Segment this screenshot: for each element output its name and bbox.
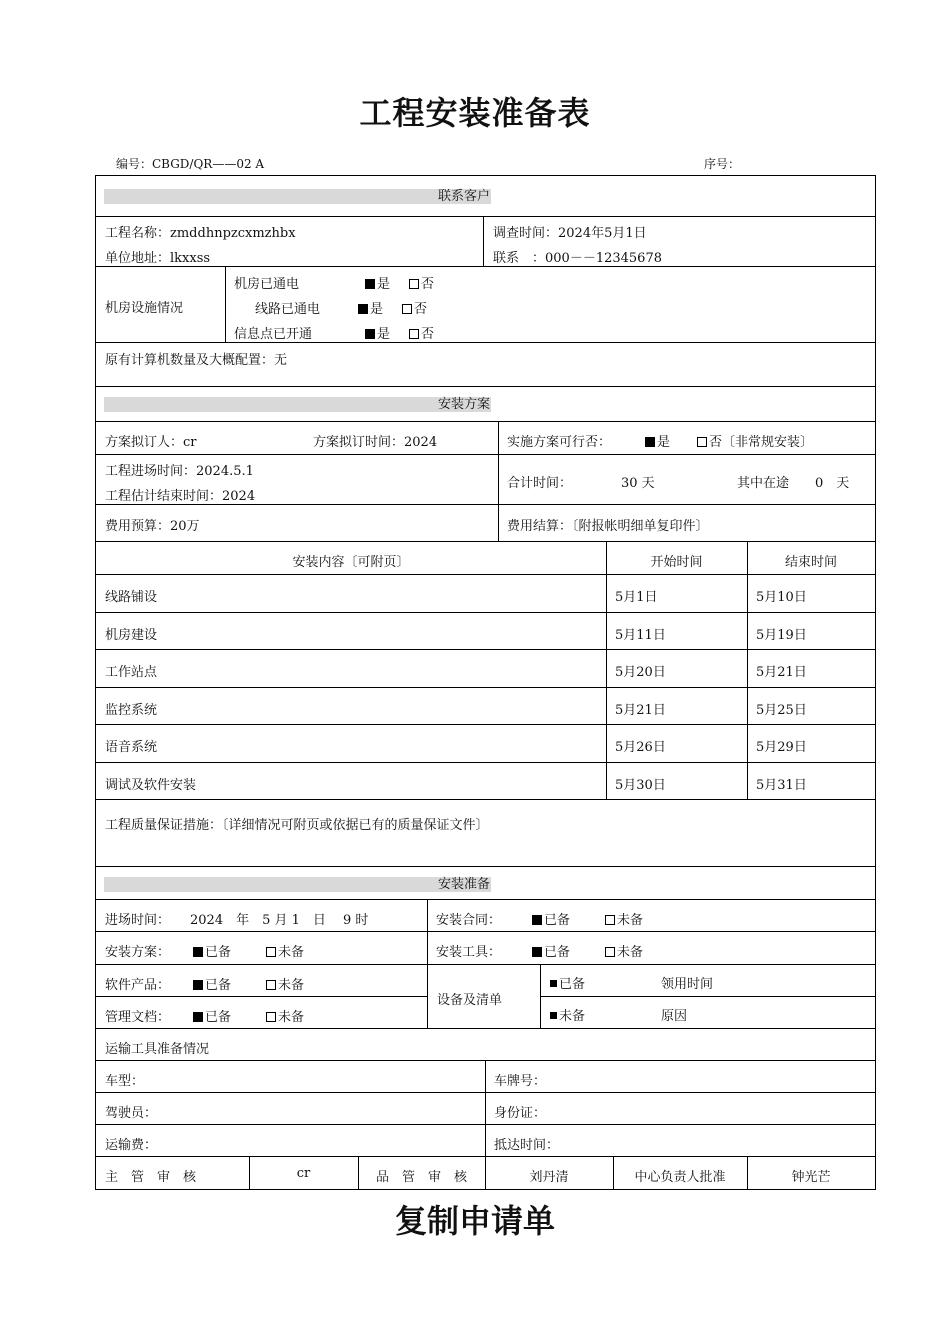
table-row bbox=[96, 613, 875, 651]
budget-row bbox=[96, 505, 875, 542]
line-power-no[interactable]: 否 bbox=[402, 298, 427, 317]
prep-entry-row bbox=[96, 900, 875, 932]
unit-address: 单位地址：lkxxss bbox=[105, 251, 211, 266]
schedule-start: 5月30日 bbox=[615, 777, 666, 793]
vehicle-row bbox=[96, 1061, 875, 1093]
fee-row bbox=[96, 1125, 875, 1157]
contact-phone: 联系 ：000－－12345678 bbox=[493, 251, 662, 266]
transport-fee: 运输费： bbox=[105, 1138, 158, 1153]
table-row bbox=[96, 575, 875, 613]
transit-value: 0 天 bbox=[815, 476, 850, 491]
checkbox-checked[interactable] bbox=[365, 329, 375, 339]
form-table bbox=[95, 175, 876, 1190]
header-end: 结束时间 bbox=[784, 555, 837, 570]
driver-row bbox=[96, 1093, 875, 1125]
pickup-time-label: 领用时间 bbox=[661, 977, 714, 992]
table-row bbox=[96, 763, 875, 801]
schedule-start: 5月20日 bbox=[615, 665, 666, 680]
table-row bbox=[96, 688, 875, 726]
checkbox-checked[interactable] bbox=[365, 279, 375, 289]
feasible-no[interactable]: 否〔非常规安装〕 bbox=[697, 431, 813, 450]
id-card: 身份证： bbox=[494, 1106, 547, 1121]
serial-number: 序号： bbox=[704, 157, 741, 171]
checkbox-unchecked[interactable] bbox=[266, 980, 276, 990]
schedule-start: 5月26日 bbox=[615, 740, 666, 755]
section-plan bbox=[96, 387, 875, 422]
plan-draft-time: 方案拟订时间：2024 bbox=[313, 435, 438, 450]
schedule-start: 5月1日 bbox=[615, 590, 658, 605]
line-power-yes[interactable]: 是 bbox=[358, 298, 383, 317]
tools-not-ready[interactable]: 未备 bbox=[605, 941, 643, 960]
line-power-label: 线路已通电 bbox=[255, 302, 321, 317]
schedule-item: 工作站点 bbox=[105, 665, 158, 680]
driver: 驾驶员： bbox=[105, 1106, 158, 1121]
docs-ready[interactable]: 已备 bbox=[193, 1006, 231, 1025]
table-row bbox=[96, 650, 875, 688]
contract-ready[interactable]: 已备 bbox=[532, 909, 570, 928]
checkbox-checked[interactable] bbox=[193, 1012, 203, 1022]
section-header-bar bbox=[104, 877, 491, 892]
software-label: 软件产品： bbox=[105, 978, 171, 993]
section-plan-title: 安装方案 bbox=[437, 397, 490, 412]
info-point-no[interactable]: 否 bbox=[409, 323, 434, 342]
schedule-item: 机房建设 bbox=[105, 627, 158, 643]
section-prep-title: 安装准备 bbox=[437, 877, 490, 892]
schedule-end: 5月29日 bbox=[756, 740, 807, 755]
next-form-title: 复制申请单 bbox=[394, 1202, 555, 1240]
feasible-yes[interactable]: 是 bbox=[645, 431, 670, 450]
checkbox-unchecked[interactable] bbox=[266, 1012, 276, 1022]
section-header-bar bbox=[104, 189, 491, 204]
project-name: 工程名称：zmddhnpzcxmzhbx bbox=[105, 226, 296, 241]
center-approval-name: 钟光芒 bbox=[791, 1170, 831, 1185]
filled-square-icon bbox=[550, 1012, 557, 1019]
equipment-not-ready[interactable]: 未备 bbox=[550, 1005, 585, 1024]
schedule-item: 语音系统 bbox=[105, 740, 158, 755]
vehicle-type: 车型： bbox=[105, 1074, 145, 1089]
estimated-end-time: 工程估计结束时间：2024 bbox=[105, 489, 256, 504]
checkbox-unchecked[interactable] bbox=[697, 437, 707, 447]
transit-label: 其中在途 bbox=[737, 476, 790, 491]
facility-row bbox=[96, 267, 875, 343]
equipment-ready[interactable]: 已备 bbox=[550, 973, 585, 992]
quality-row bbox=[96, 800, 875, 867]
checkbox-checked[interactable] bbox=[532, 947, 542, 957]
schedule-end: 5月31日 bbox=[756, 777, 807, 793]
customer-info-row bbox=[96, 217, 875, 267]
checkbox-checked[interactable] bbox=[532, 915, 542, 925]
schedule-header-row bbox=[96, 542, 875, 575]
docs-label: 管理文档： bbox=[105, 1010, 171, 1025]
software-ready[interactable]: 已备 bbox=[193, 974, 231, 993]
center-approval-label: 中心负责人批准 bbox=[634, 1170, 726, 1185]
tools-label: 安装工具： bbox=[436, 945, 502, 960]
checkbox-unchecked[interactable] bbox=[409, 279, 419, 289]
equipment-label: 设备及清单 bbox=[437, 993, 503, 1008]
schedule-end: 5月19日 bbox=[756, 627, 807, 643]
signoff-row bbox=[96, 1157, 875, 1189]
total-time-label: 合计时间： bbox=[507, 476, 573, 491]
supervisor-name: cr bbox=[296, 1166, 311, 1181]
facility-label: 机房设施情况 bbox=[105, 301, 184, 316]
prep-scheme-row bbox=[96, 932, 875, 965]
section-prep bbox=[96, 867, 875, 900]
table-row bbox=[96, 725, 875, 763]
plan-author: 方案拟订人：cr bbox=[105, 435, 197, 450]
checkbox-unchecked[interactable] bbox=[266, 947, 276, 957]
prep-equipment-block bbox=[96, 965, 875, 1029]
power-yes[interactable]: 是 bbox=[365, 273, 390, 292]
existing-computers: 原有计算机数量及大概配置：无 bbox=[105, 353, 288, 368]
supervisor-label: 主 管 审 核 bbox=[105, 1170, 197, 1185]
settlement: 费用结算：〔附报帐明细单复印件〕 bbox=[507, 519, 709, 534]
checkbox-checked[interactable] bbox=[358, 304, 368, 314]
schedule-item: 线路铺设 bbox=[105, 590, 158, 605]
schedule-item: 调试及软件安装 bbox=[105, 777, 197, 793]
power-label: 机房已通电 bbox=[234, 277, 300, 292]
schedule-start: 5月11日 bbox=[615, 627, 666, 643]
schedule-item: 监控系统 bbox=[105, 702, 158, 718]
info-point-yes[interactable]: 是 bbox=[365, 323, 390, 342]
prep-entry-label: 进场时间： bbox=[105, 913, 171, 928]
survey-time: 调查时间：2024年5月1日 bbox=[493, 226, 647, 241]
scheme-not-ready[interactable]: 未备 bbox=[266, 941, 304, 960]
info-point-label: 信息点已开通 bbox=[234, 327, 313, 342]
schedule-end: 5月25日 bbox=[756, 702, 807, 718]
schedule-start: 5月21日 bbox=[615, 702, 666, 718]
plan-time-row bbox=[96, 455, 875, 505]
prep-entry-value: 2024 年 5 月 1 日 9 时 bbox=[190, 913, 369, 928]
checkbox-checked[interactable] bbox=[193, 980, 203, 990]
checkbox-checked[interactable] bbox=[193, 947, 203, 957]
budget: 费用预算：20万 bbox=[105, 519, 200, 534]
header-start: 开始时间 bbox=[650, 555, 703, 570]
plan-author-row bbox=[96, 422, 875, 455]
section-customer bbox=[96, 176, 875, 217]
contract-label: 安装合同： bbox=[436, 913, 502, 928]
arrival-time: 抵达时间： bbox=[494, 1138, 560, 1153]
checkbox-checked[interactable] bbox=[645, 437, 655, 447]
reason-label: 原因 bbox=[661, 1009, 688, 1024]
checkbox-unchecked[interactable] bbox=[605, 915, 615, 925]
transport-label: 运输工具准备情况 bbox=[105, 1042, 210, 1057]
docs-not-ready[interactable]: 未备 bbox=[266, 1006, 304, 1025]
section-header-bar bbox=[104, 397, 491, 412]
checkbox-unchecked[interactable] bbox=[402, 304, 412, 314]
entry-time: 工程进场时间：2024.5.1 bbox=[105, 464, 254, 479]
document-number: 编号：CBGD/QR——02 A bbox=[116, 157, 265, 171]
scheme-ready[interactable]: 已备 bbox=[193, 941, 231, 960]
transport-row bbox=[96, 1029, 875, 1061]
software-not-ready[interactable]: 未备 bbox=[266, 974, 304, 993]
tools-ready[interactable]: 已备 bbox=[532, 941, 570, 960]
total-time-value: 30 天 bbox=[621, 476, 655, 491]
checkbox-unchecked[interactable] bbox=[605, 947, 615, 957]
checkbox-unchecked[interactable] bbox=[409, 329, 419, 339]
contract-not-ready[interactable]: 未备 bbox=[605, 909, 643, 928]
document-title: 工程安装准备表 bbox=[359, 94, 591, 132]
schedule-end: 5月10日 bbox=[756, 590, 807, 605]
power-no[interactable]: 否 bbox=[409, 273, 434, 292]
scheme-label: 安装方案： bbox=[105, 945, 171, 960]
plan-feasible-label: 实施方案可行否： bbox=[507, 435, 612, 450]
header-content: 安装内容〔可附页〕 bbox=[292, 555, 410, 570]
quality-review-label: 品 管 审 核 bbox=[375, 1170, 467, 1185]
quality-review-name: 刘丹清 bbox=[529, 1170, 569, 1185]
quality-measures: 工程质量保证措施：〔详细情况可附页或依据已有的质量保证文件〕 bbox=[105, 818, 489, 833]
plate-number: 车牌号： bbox=[494, 1074, 547, 1089]
computers-row bbox=[96, 343, 875, 387]
schedule-end: 5月21日 bbox=[756, 665, 807, 680]
filled-square-icon bbox=[550, 980, 557, 987]
section-customer-title: 联系客户 bbox=[437, 189, 490, 204]
